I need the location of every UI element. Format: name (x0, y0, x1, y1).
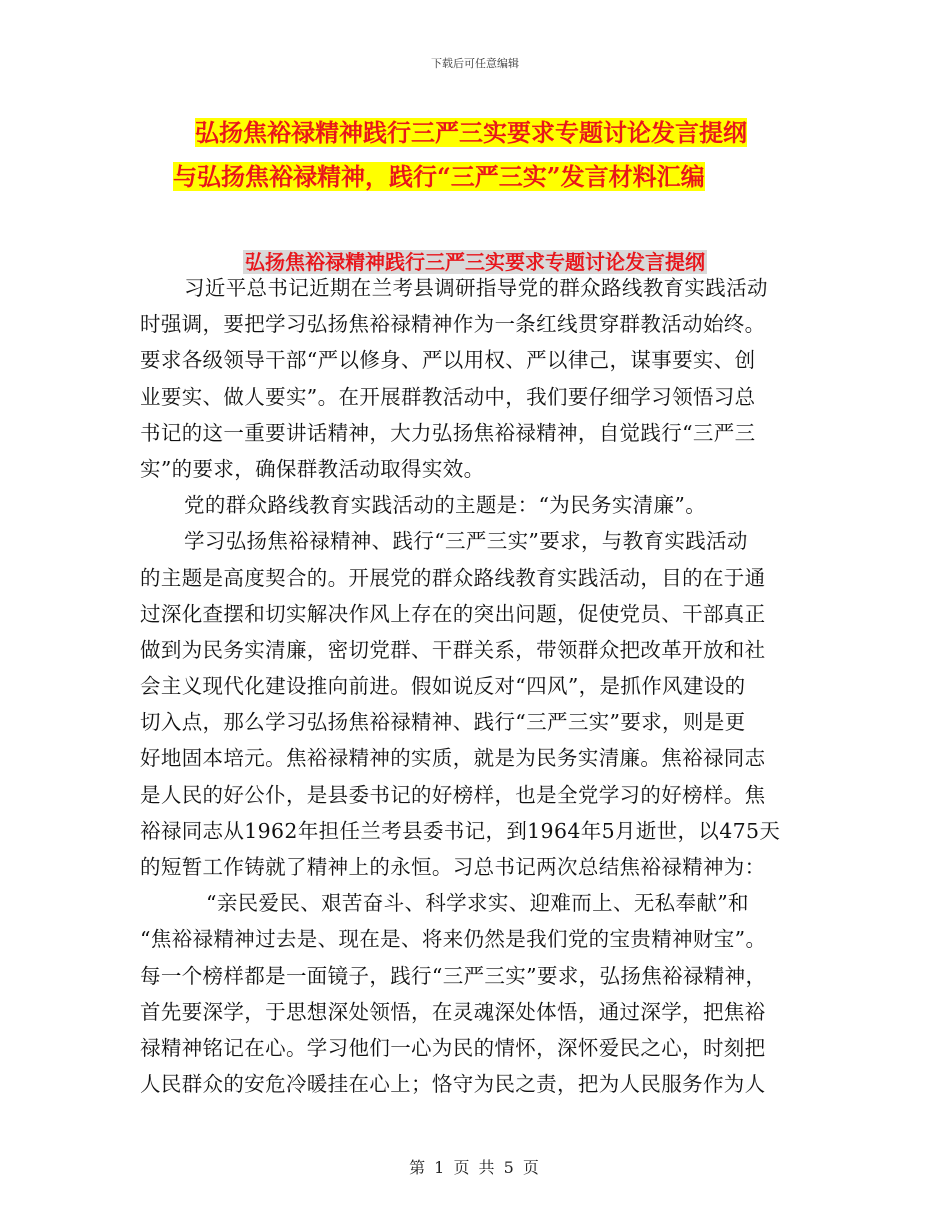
text-line: 切入点，那么学习弘扬焦裕禄精神、践行“三严三实”要求，则是更 (140, 710, 746, 735)
text-line: 时强调，要把学习弘扬焦裕禄精神作为一条红线贯穿群教活动始终。 (140, 312, 766, 337)
text-line: 党的群众路线教育实践活动的主题是：“为民务实清廉”。 (184, 493, 707, 518)
text-line: 裕禄同志从1962年担任兰考县委书记，到1964年5月逝世，以475天 (140, 818, 781, 843)
text-line: 会主义现代化建设推向前进。假如说反对“四风”，是抓作风建设的 (140, 674, 746, 699)
text-line: 过深化查摆和切实解决作风上存在的突出问题，促使党员、干部真正 (140, 601, 766, 626)
document-title-line-2 (173, 157, 705, 192)
text-line: 首先要深学，于思想深处领悟，在灵魂深处体悟，通过深学，把焦裕 (140, 999, 766, 1024)
text-line: “亲民爱民、艰苦奋斗、科学求实、迎难而上、无私奉献”和 (206, 891, 749, 916)
page-header-note: 下载后可任意编辑 (431, 57, 519, 70)
page-footer: 第 1 页 共 5 页 (409, 1158, 541, 1177)
text-line: 习近平总书记近期在兰考县调研指导党的群众路线教育实践活动 (184, 276, 768, 300)
section-title-highlight: 弘扬焦裕禄精神践行三严三实要求专题讨论发言提纲 (245, 250, 705, 274)
text-line: 每一个榜样都是一面镜子，践行“三严三实”要求，弘扬焦裕禄精神， (140, 963, 767, 988)
text-line: 实”的要求，确保群教活动取得实效。 (140, 456, 485, 481)
text-line: 人民群众的安危冷暖挂在心上；恪守为民之责，把为人民服务作为人 (140, 1072, 766, 1097)
text-line: 好地固本培元。焦裕禄精神的实质，就是为民务实清廉。焦裕禄同志 (140, 746, 766, 771)
text-line: 做到为民务实清廉，密切党群、干群关系，带领群众把改革开放和社 (140, 637, 766, 662)
text-line: “焦裕禄精神过去是、现在是、将来仍然是我们党的宝贵精神财宝”。 (140, 927, 767, 952)
text-line: 要求各级领导干部“严以修身、严以用权、严以律己，谋事要实、创 (140, 348, 756, 373)
text-line: 书记的这一重要讲话精神，大力弘扬焦裕禄精神，自觉践行“三严三 (140, 420, 756, 445)
title-highlight-1: 弘扬焦裕禄精神践行三严三实要求专题讨论发言提纲 (195, 118, 747, 147)
text-line: 的主题是高度契合的。开展党的群众路线教育实践活动，目的在于通 (140, 565, 766, 590)
text-line: 禄精神铭记在心。学习他们一心为民的情怀，深怀爱民之心，时刻把 (140, 1035, 766, 1060)
text-line: 学习弘扬焦裕禄精神、践行“三严三实”要求，与教育实践活动 (184, 529, 748, 554)
text-line: 的短暂工作铸就了精神上的永恒。习总书记两次总结焦裕禄精神为： (140, 855, 766, 879)
title-highlight-2: 与弘扬焦裕禄精神，践行“三严三实”发言材料汇编 (173, 162, 705, 191)
text-line: 是人民的好公仆，是县委书记的好榜样，也是全党学习的好榜样。焦 (140, 782, 766, 807)
document-title-line-1 (195, 113, 747, 148)
text-line: 业要实、做人要实”。在开展群教活动中，我们要仔细学习领悟习总 (140, 384, 756, 409)
body-text (140, 270, 812, 1102)
